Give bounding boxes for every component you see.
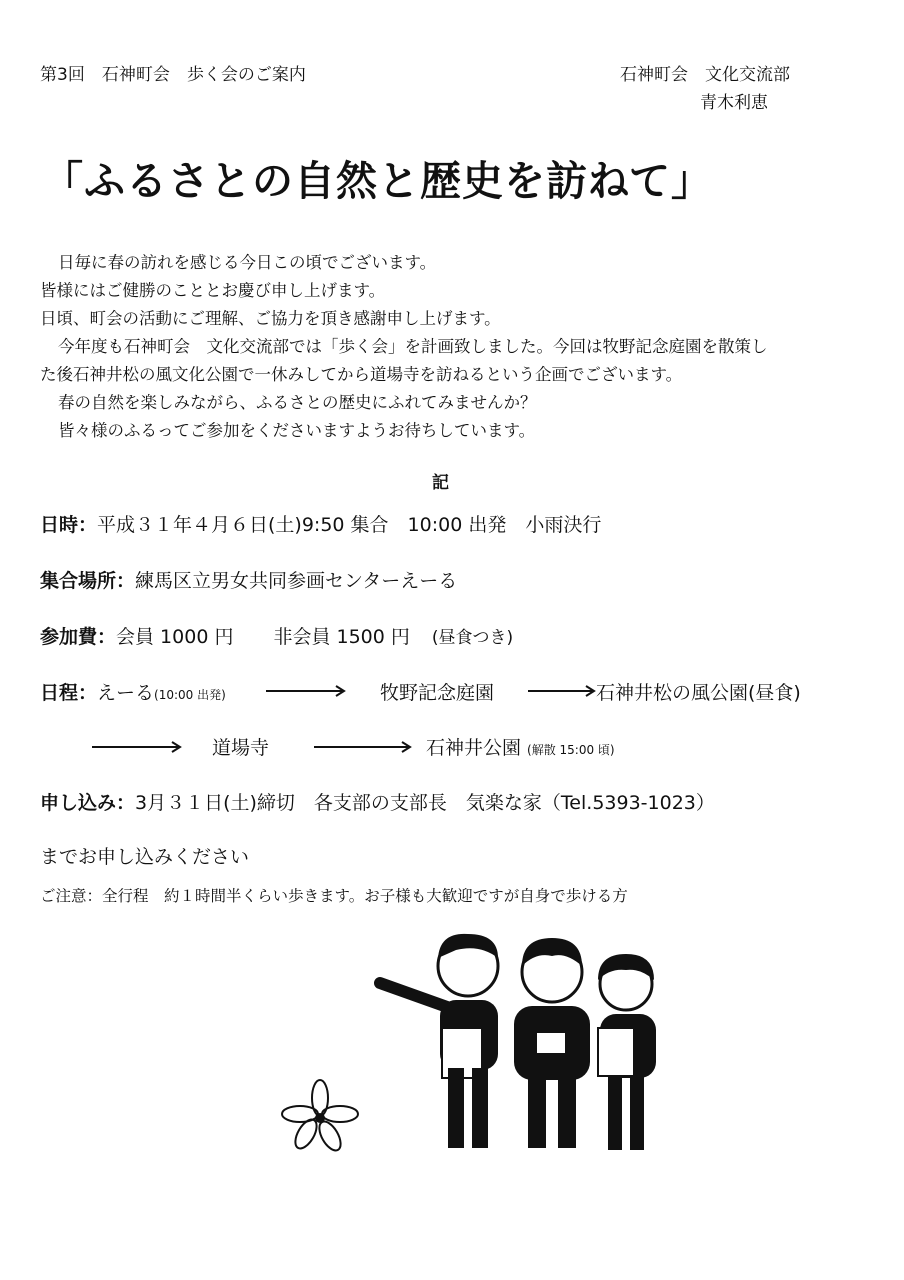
fee-nonmember: 非会員 1500 円	[273, 626, 410, 648]
people-illustration	[280, 928, 680, 1168]
stop-4: 石神井公園	[426, 737, 522, 759]
meeting-value: 練馬区立男女共同参画センターえーる	[135, 570, 458, 592]
fee-row	[40, 622, 513, 649]
intro-line: 皆々様のふるってご参加をくださいますようお待ちしています。	[58, 421, 536, 440]
intro-line: た後石神井松の風文化公園で一休みしてから道場寺を訪ねるという企画でございます。	[40, 365, 683, 384]
apply-value: 3月３１日(土)締切 各支部の支部長 気楽な家（Tel.5393-1023）	[135, 792, 715, 814]
organizer-person: 青木利恵	[700, 93, 768, 113]
stop-2: 石神井松の風公園(昼食)	[596, 682, 801, 704]
schedule-start-note: (10:00 出発)	[154, 688, 226, 702]
arrow-right-icon	[92, 740, 184, 754]
fee-member: 会員 1000 円	[116, 626, 234, 648]
organizer: 石神町会 文化交流部	[620, 65, 790, 85]
header-left: 第3回 石神町会 歩く会のご案内	[40, 65, 306, 85]
intro-line: 今年度も石神町会 文化交流部では「歩く会」を計画致しました。今回は牧野記念庭園を散策し	[58, 337, 768, 356]
apply-footer: までお申し込みください	[40, 846, 250, 868]
fee-note: (昼食つき)	[431, 628, 514, 648]
stop-4-note: (解散 15:00 頃)	[527, 743, 615, 757]
arrow-right-icon	[314, 740, 414, 754]
ki-marker: 記	[432, 473, 449, 493]
flower-icon	[282, 1080, 358, 1154]
stop-3: 道場寺	[212, 737, 270, 759]
intro-line: 日毎に春の訪れを感じる今日この頃でございます。	[58, 253, 437, 272]
person-icon	[514, 938, 590, 1148]
meeting-row	[40, 566, 457, 593]
apply-label: 申し込み：	[40, 792, 136, 814]
arrow-right-icon	[266, 684, 348, 698]
intro-line: 日頃、町会の活動にご理解、ご協力を頂き感謝申し上げます。	[40, 309, 501, 328]
meeting-label: 集合場所：	[40, 570, 136, 592]
datetime-label: 日時：	[40, 514, 98, 536]
intro-line: 皆様にはご健勝のこととお慶び申し上げます。	[40, 281, 386, 300]
datetime-value: 平成３１年４月６日(土)9:50 集合 10:00 出発 小雨決行	[97, 514, 602, 536]
schedule-label: 日程：	[40, 682, 98, 704]
apply-row	[40, 788, 715, 815]
intro-line: 春の自然を楽しみながら、ふるさとの歴史にふれてみませんか？	[58, 393, 537, 412]
page-title: 「ふるさとの自然と歴史を訪ねて」	[42, 157, 713, 205]
stop-4-row	[426, 733, 615, 760]
person-icon	[380, 934, 498, 1148]
stop-1: 牧野記念庭園	[380, 682, 495, 704]
fee-label: 参加費：	[40, 626, 117, 648]
schedule-row-1	[40, 678, 226, 705]
notice: ご注意：全行程 約１時間半くらい歩きます。お子様も大歓迎ですが自身で歩ける方	[40, 887, 628, 905]
datetime-row	[40, 510, 601, 537]
person-icon	[598, 954, 656, 1150]
schedule-start: えーる	[97, 682, 155, 704]
arrow-right-icon	[528, 684, 598, 698]
